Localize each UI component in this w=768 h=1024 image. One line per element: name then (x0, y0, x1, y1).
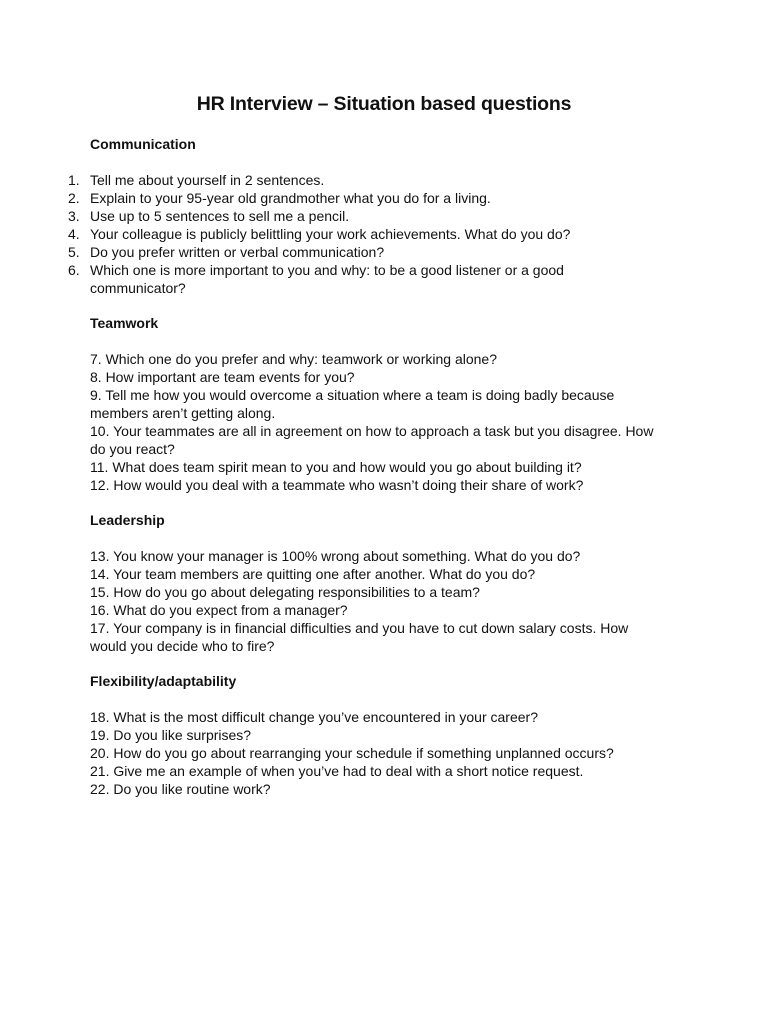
question-line: 14. Your team members are quitting one after another. What do you do? (90, 566, 536, 582)
list-item (0, 171, 700, 189)
question-line: 20. How do you go about rearranging your schedule if something unplanned occurs? (90, 745, 614, 761)
question-line: 21. Give me an example of when you’ve had to deal with a short notice request. (90, 763, 584, 779)
list-item (0, 243, 700, 261)
section-heading-communication: Communication (90, 136, 196, 152)
section-heading-flexibility: Flexibility/adaptability (90, 673, 237, 689)
question-line: 12. How would you deal with a teammate who wasn’t doing their share of work? (90, 477, 584, 493)
question-line: 9. Tell me how you would overcome a situation where a team is doing badly because (90, 387, 615, 403)
list-item-text: Do you prefer written or verbal communication? (90, 244, 385, 260)
question-line: do you react? (90, 441, 175, 457)
list-item-text: Use up to 5 sentences to sell me a pencil. (90, 208, 350, 224)
question-line: 7. Which one do you prefer and why: teamwork or working alone? (90, 351, 497, 367)
question-line: 19. Do you like surprises? (90, 727, 252, 743)
question-line: 15. How do you go about delegating responsibilities to a team? (90, 584, 480, 600)
list-item-text: Tell me about yourself in 2 sentences. (90, 172, 325, 188)
list-item-number: 2. (68, 190, 80, 206)
leadership-questions (90, 547, 690, 655)
question-line: 18. What is the most difficult change you’ve encountered in your career? (90, 709, 538, 725)
list-item-text: Explain to your 95-year old grandmother what you do for a living. (90, 190, 491, 206)
list-item-text: Your colleague is publicly belittling your work achievements. What do you do? (90, 226, 571, 242)
question-line: 10. Your teammates are all in agreement on how to approach a task but you disagree. How (90, 423, 654, 439)
teamwork-questions (90, 350, 690, 494)
list-item-number: 3. (68, 208, 80, 224)
document-title: HR Interview – Situation based questions (196, 93, 572, 115)
list-item-text-continued: communicator? (90, 280, 186, 296)
communication-list (0, 171, 700, 297)
question-line: 8. How important are team events for you? (90, 369, 355, 385)
list-item-number: 4. (68, 226, 80, 242)
list-item-number: 5. (68, 244, 80, 260)
list-item (0, 207, 700, 225)
list-item-number: 1. (68, 172, 80, 188)
question-line: 17. Your company is in financial difficulties and you have to cut down salary costs. How (90, 620, 629, 636)
question-line: would you decide who to fire? (90, 638, 275, 654)
list-item-number: 6. (68, 262, 80, 278)
question-line: 11. What does team spirit mean to you and how would you go about building it? (90, 459, 582, 475)
question-line: 13. You know your manager is 100% wrong about something. What do you do? (90, 548, 581, 564)
list-item (0, 189, 700, 207)
question-line: 16. What do you expect from a manager? (90, 602, 348, 618)
section-heading-teamwork: Teamwork (90, 315, 159, 331)
flexibility-questions (90, 708, 690, 798)
section-heading-leadership: Leadership (90, 512, 165, 528)
question-line: 22. Do you like routine work? (90, 781, 271, 797)
list-item (0, 225, 700, 243)
list-item (0, 261, 700, 297)
question-line: members aren’t getting along. (90, 405, 276, 421)
list-item-text: Which one is more important to you and why: to be a good listener or a good (90, 262, 564, 278)
